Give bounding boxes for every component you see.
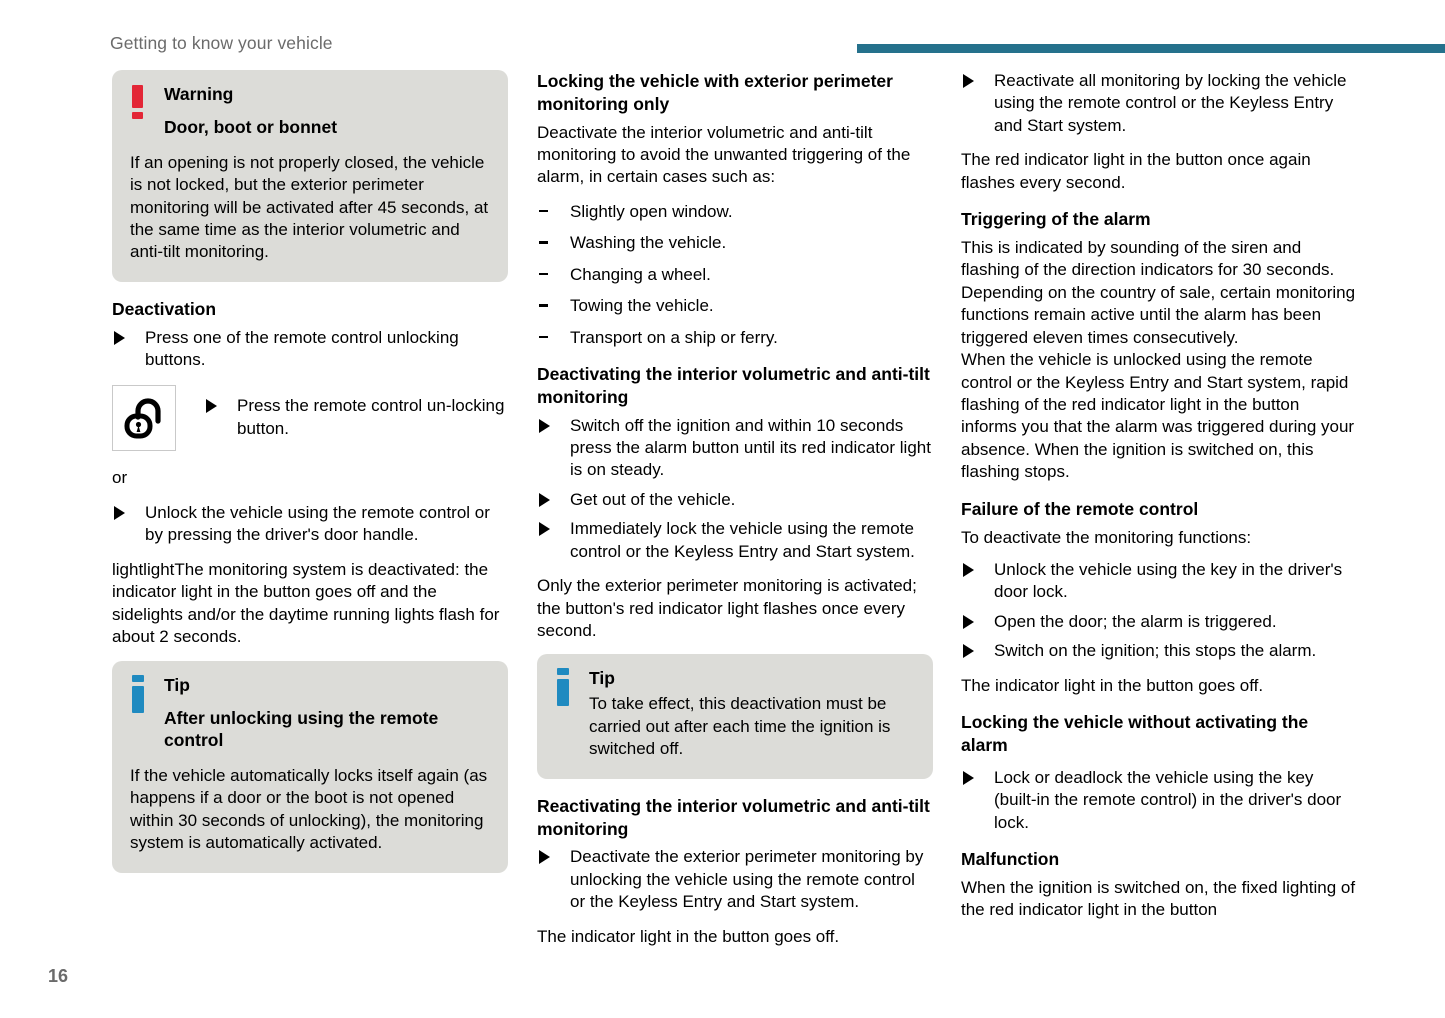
triangle-bullet-icon: [963, 771, 974, 785]
dash-bullet-icon: [539, 304, 548, 307]
tip-callout-column1: [112, 661, 508, 873]
tip-body: If the vehicle automatically locks itself again (as happens if a door or the boot is not opened within 30 seconds of unlocking), the monitoring system is automatically activated.: [130, 766, 488, 853]
list-item: [537, 201, 933, 223]
column-2: [537, 70, 933, 960]
triggering-paragraph-2: Depending on the country of sale, certain monitoring functions remain active until the alarm has been triggered eleven times consecutively.: [961, 282, 1356, 347]
warning-body: If an opening is not properly closed, the vehicle is not locked, but the exterior perimeter monitoring will be activated after 45 seconds, at the same time as the interior volumetric and anti-tilt monitoring.: [130, 152, 489, 262]
heading-locking-exterior-perimeter: Locking the vehicle with exterior perimeter monitoring only: [537, 71, 893, 114]
tip-subtitle: After unlocking using the remote control: [164, 707, 439, 751]
failure-result-paragraph: The indicator light in the button goes off.: [961, 675, 1264, 695]
failure-intro-paragraph: To deactivate the monitoring functions:: [961, 527, 1252, 547]
triangle-bullet-icon: [963, 74, 974, 88]
header-title: Getting to know your vehicle: [110, 33, 333, 53]
list-item-text: Washing the vehicle.: [570, 233, 727, 253]
list-item-text: Press one of the remote control unlocking buttons.: [145, 327, 459, 369]
dash-bullet-icon: [539, 336, 548, 339]
list-item-text: Towing the vehicle.: [570, 296, 714, 316]
deactivating-step-list: [537, 415, 933, 564]
pictogram-step-label: Press the remote control un-locking button.: [237, 396, 505, 438]
pictogram-instruction-row: [112, 385, 508, 451]
locking-intro-paragraph: Deactivate the interior volumetric and anti-tilt monitoring to avoid the unwanted triggering of the alarm, in certain cases such as:: [537, 122, 911, 187]
locking-without-alarm-step-list: [961, 767, 1357, 834]
heading-locking-without-alarm: Locking the vehicle without activating the alarm: [961, 712, 1309, 755]
column-1: [112, 70, 508, 889]
list-item-text: Get out of the vehicle.: [570, 489, 736, 509]
page-columns: [0, 70, 1445, 970]
list-item: [537, 489, 933, 511]
list-item-text: Deactivate the exterior perimeter monitoring by unlocking the vehicle using the remote control or the Keyless Entry and Start system.: [570, 847, 924, 912]
heading-deactivating-interior: Deactivating the interior volumetric and anti-tilt monitoring: [537, 364, 930, 407]
list-item-text: Transport on a ship or ferry.: [570, 327, 778, 347]
triangle-bullet-icon: [539, 493, 550, 507]
list-item: [112, 327, 508, 372]
list-item: [537, 327, 933, 349]
list-item: [961, 70, 1357, 137]
warning-exclamation-icon: [132, 85, 143, 119]
triangle-bullet-icon: [114, 331, 125, 345]
tip-callout-header: [555, 668, 915, 690]
warning-subtitle: Door, boot or bonnet: [164, 116, 338, 137]
triggering-paragraph-1: This is indicated by sounding of the siren and flashing of the direction indicators for 30 seconds.: [961, 237, 1335, 280]
deactivation-step-list-2: [112, 502, 508, 547]
list-item-text: Changing a wheel.: [570, 264, 711, 284]
list-item-text: Open the door; the alarm is triggered.: [994, 611, 1277, 631]
deactivating-result-paragraph: Only the exterior perimeter monitoring is activated; the button's red indicator light flashes once every second.: [537, 576, 917, 640]
deactivation-step-list-1: [112, 327, 508, 372]
dash-bullet-icon: [539, 273, 548, 276]
list-item-text: Slightly open window.: [570, 201, 733, 221]
warning-callout: [112, 70, 508, 282]
tip-body-first-line: To take effect, this deactivation must be carried out after each time the ignition is switched off.: [589, 694, 891, 759]
reactivating-result-paragraph: The indicator light in the button goes off.: [537, 926, 840, 946]
pictogram-instruction-text: [204, 385, 508, 440]
heading-triggering-alarm: Triggering of the alarm: [961, 209, 1151, 230]
info-i-icon: [132, 675, 144, 713]
use-case-list: [537, 201, 933, 349]
page-header: [0, 0, 1445, 62]
list-item: [961, 767, 1357, 834]
list-item: [961, 559, 1357, 604]
reactivating-step-list: [537, 846, 933, 913]
triangle-bullet-icon: [539, 419, 550, 433]
deactivation-heading: Deactivation: [112, 298, 217, 319]
list-item: [537, 295, 933, 317]
triangle-bullet-icon: [963, 563, 974, 577]
list-item: [961, 611, 1357, 633]
header-accent-rule: [857, 44, 1445, 53]
triangle-bullet-icon: [963, 615, 974, 629]
heading-malfunction: Malfunction: [961, 848, 1060, 869]
malfunction-paragraph: When the ignition is switched on, the fixed lighting of the red indicator light in the button: [961, 877, 1356, 920]
heading-reactivating-interior: Reactivating the interior volumetric and anti-tilt monitoring: [537, 795, 930, 839]
list-item-text: Reactivate all monitoring by locking the vehicle using the remote control or the Keyless Entry and Start system.: [994, 71, 1347, 135]
warning-callout-header: [130, 84, 490, 139]
list-item-text: Unlock the vehicle using the key in the driver's door lock.: [994, 559, 1343, 602]
dash-bullet-icon: [539, 241, 548, 244]
list-item: [537, 518, 933, 563]
list-item-text: Unlock the vehicle using the remote control or by pressing the driver's door handle.: [145, 502, 490, 545]
triangle-bullet-icon: [206, 399, 217, 413]
unlock-padlock-icon: [112, 385, 176, 451]
list-item: [961, 640, 1357, 662]
heading-failure-remote-control: Failure of the remote control: [961, 498, 1199, 519]
or-separator: or: [112, 468, 128, 488]
list-item: [537, 415, 933, 482]
page-number: 16: [48, 966, 69, 986]
reactivate-all-step-list: [961, 70, 1357, 137]
list-item-text: Immediately lock the vehicle using the remote control or the Keyless Entry and Start system.: [570, 519, 915, 561]
column-3: [961, 70, 1357, 934]
dash-bullet-icon: [539, 210, 548, 213]
list-item: [537, 232, 933, 254]
tip-label: Tip: [164, 674, 190, 695]
list-item: [537, 264, 933, 286]
warning-label: Warning: [164, 84, 234, 104]
list-item-text: Switch off the ignition and within 10 seconds press the alarm button until its red indicator light is on steady.: [570, 415, 931, 480]
triangle-bullet-icon: [539, 850, 550, 864]
reactivate-all-result-paragraph: The red indicator light in the button once again flashes every second.: [961, 150, 1311, 192]
triangle-bullet-icon: [539, 522, 550, 536]
tip-label: Tip: [589, 668, 615, 689]
triggering-paragraph-3: When the vehicle is unlocked using the remote control or the Keyless Entry and Start system, rapid flashing of the red indicator light in the button informs you that the alarm was triggered during your absence. When the ignition is switched on, this flashing stops.: [961, 350, 1355, 482]
triangle-bullet-icon: [114, 506, 125, 520]
deactivation-result-paragraph: lightlightThe monitoring system is deactivated: the indicator light in the button goes off and the sidelights and/or the daytime running lights flash for about 2 seconds.: [112, 559, 500, 647]
list-item-text: Switch on the ignition; this stops the alarm.: [994, 641, 1317, 661]
tip-callout-column2: [537, 654, 933, 778]
tip-callout-header: [130, 675, 490, 697]
list-item: [537, 846, 933, 913]
info-i-icon: [557, 668, 569, 706]
failure-step-list: [961, 559, 1357, 663]
triangle-bullet-icon: [963, 644, 974, 658]
list-item: [112, 502, 508, 547]
list-item-text: Lock or deadlock the vehicle using the key (built-in the remote control) in the driver's door lock.: [994, 767, 1342, 832]
